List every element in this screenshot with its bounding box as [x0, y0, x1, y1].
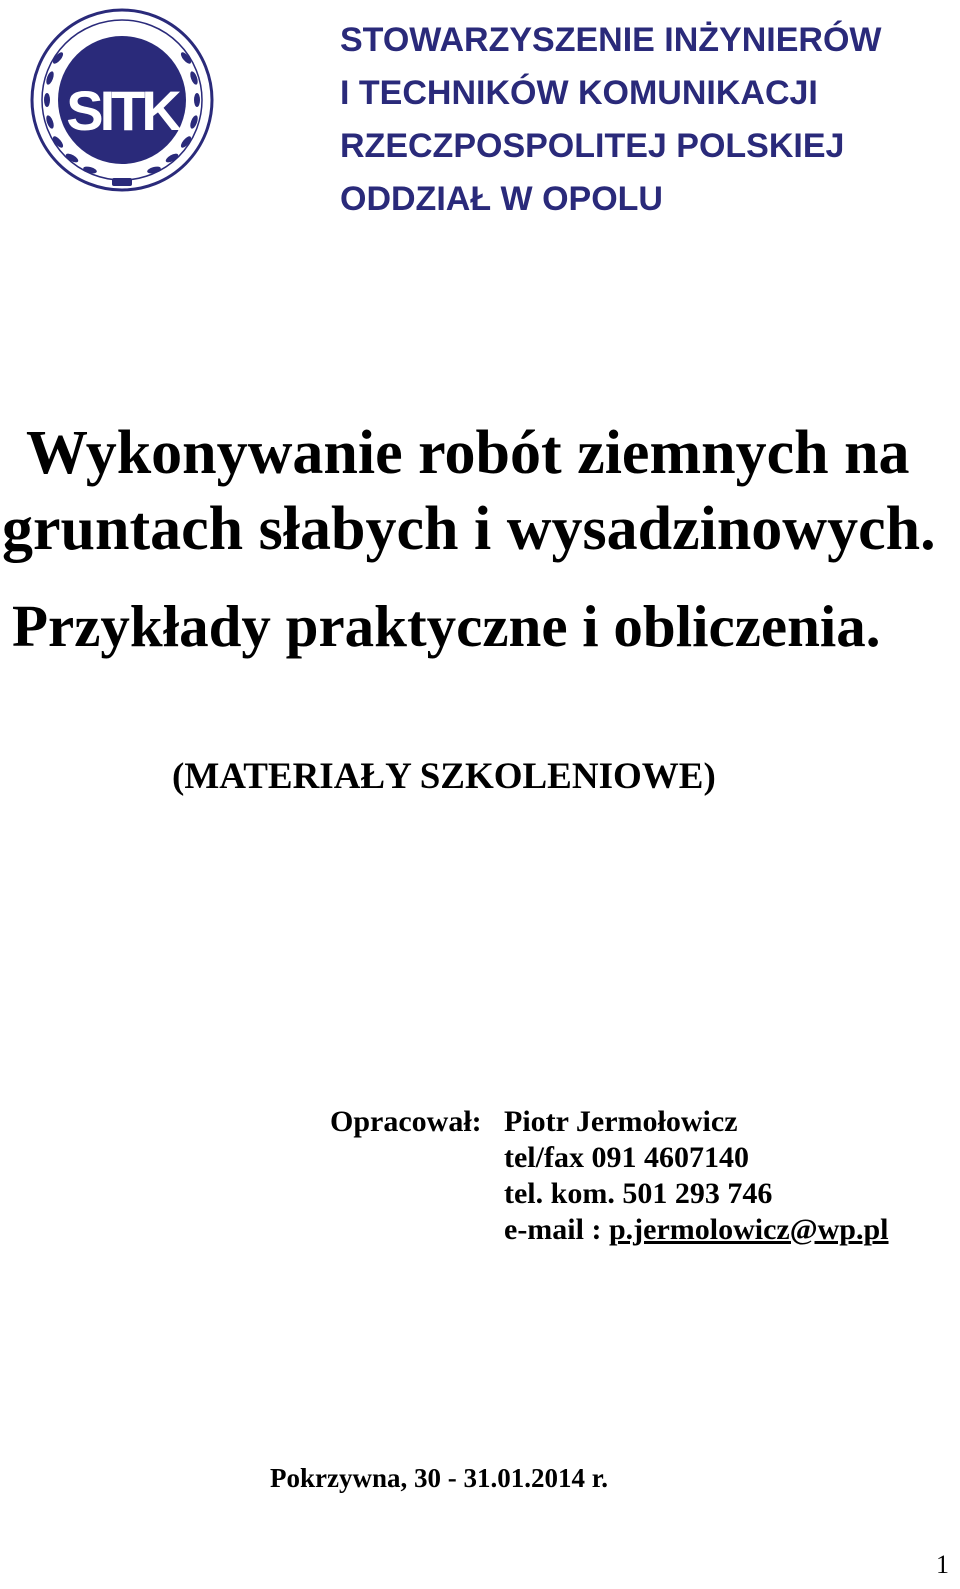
organization-line: I TECHNIKÓW KOMUNIKACJI: [340, 74, 818, 112]
place-and-date: Pokrzywna, 30 - 31.01.2014 r.: [270, 1463, 608, 1493]
author-phone-fax: tel/fax 091 4607140: [504, 1141, 749, 1174]
author-name: Piotr Jermołowicz: [504, 1105, 738, 1138]
sitk-logo: [28, 6, 216, 194]
email-link[interactable]: p.jermolowicz@wp.pl: [608, 1213, 889, 1246]
author-email-row: [504, 1212, 889, 1248]
author-mobile: tel. kom. 501 293 746: [504, 1177, 773, 1210]
email-label: e-mail :: [504, 1213, 609, 1246]
page-number: 1: [936, 1550, 949, 1579]
organization-name: [340, 14, 940, 226]
author-details: [504, 1104, 889, 1248]
title-line-1: Wykonywanie robót ziemnych na: [26, 419, 910, 487]
svg-text:SITK: SITK: [66, 79, 178, 142]
organization-line: ODDZIAŁ W OPOLU: [340, 180, 663, 218]
document-subtitle: Przykłady praktyczne i obliczenia.: [12, 593, 881, 659]
organization-line: STOWARZYSZENIE INŻYNIERÓW: [340, 21, 882, 59]
title-line-2: gruntach słabych i wysadzinowych.: [2, 495, 936, 563]
author-label: Opracował:: [330, 1105, 482, 1138]
organization-line: RZECZPOSPOLITEJ POLSKIEJ: [340, 127, 845, 165]
materials-label: (MATERIAŁY SZKOLENIOWE): [172, 756, 716, 797]
